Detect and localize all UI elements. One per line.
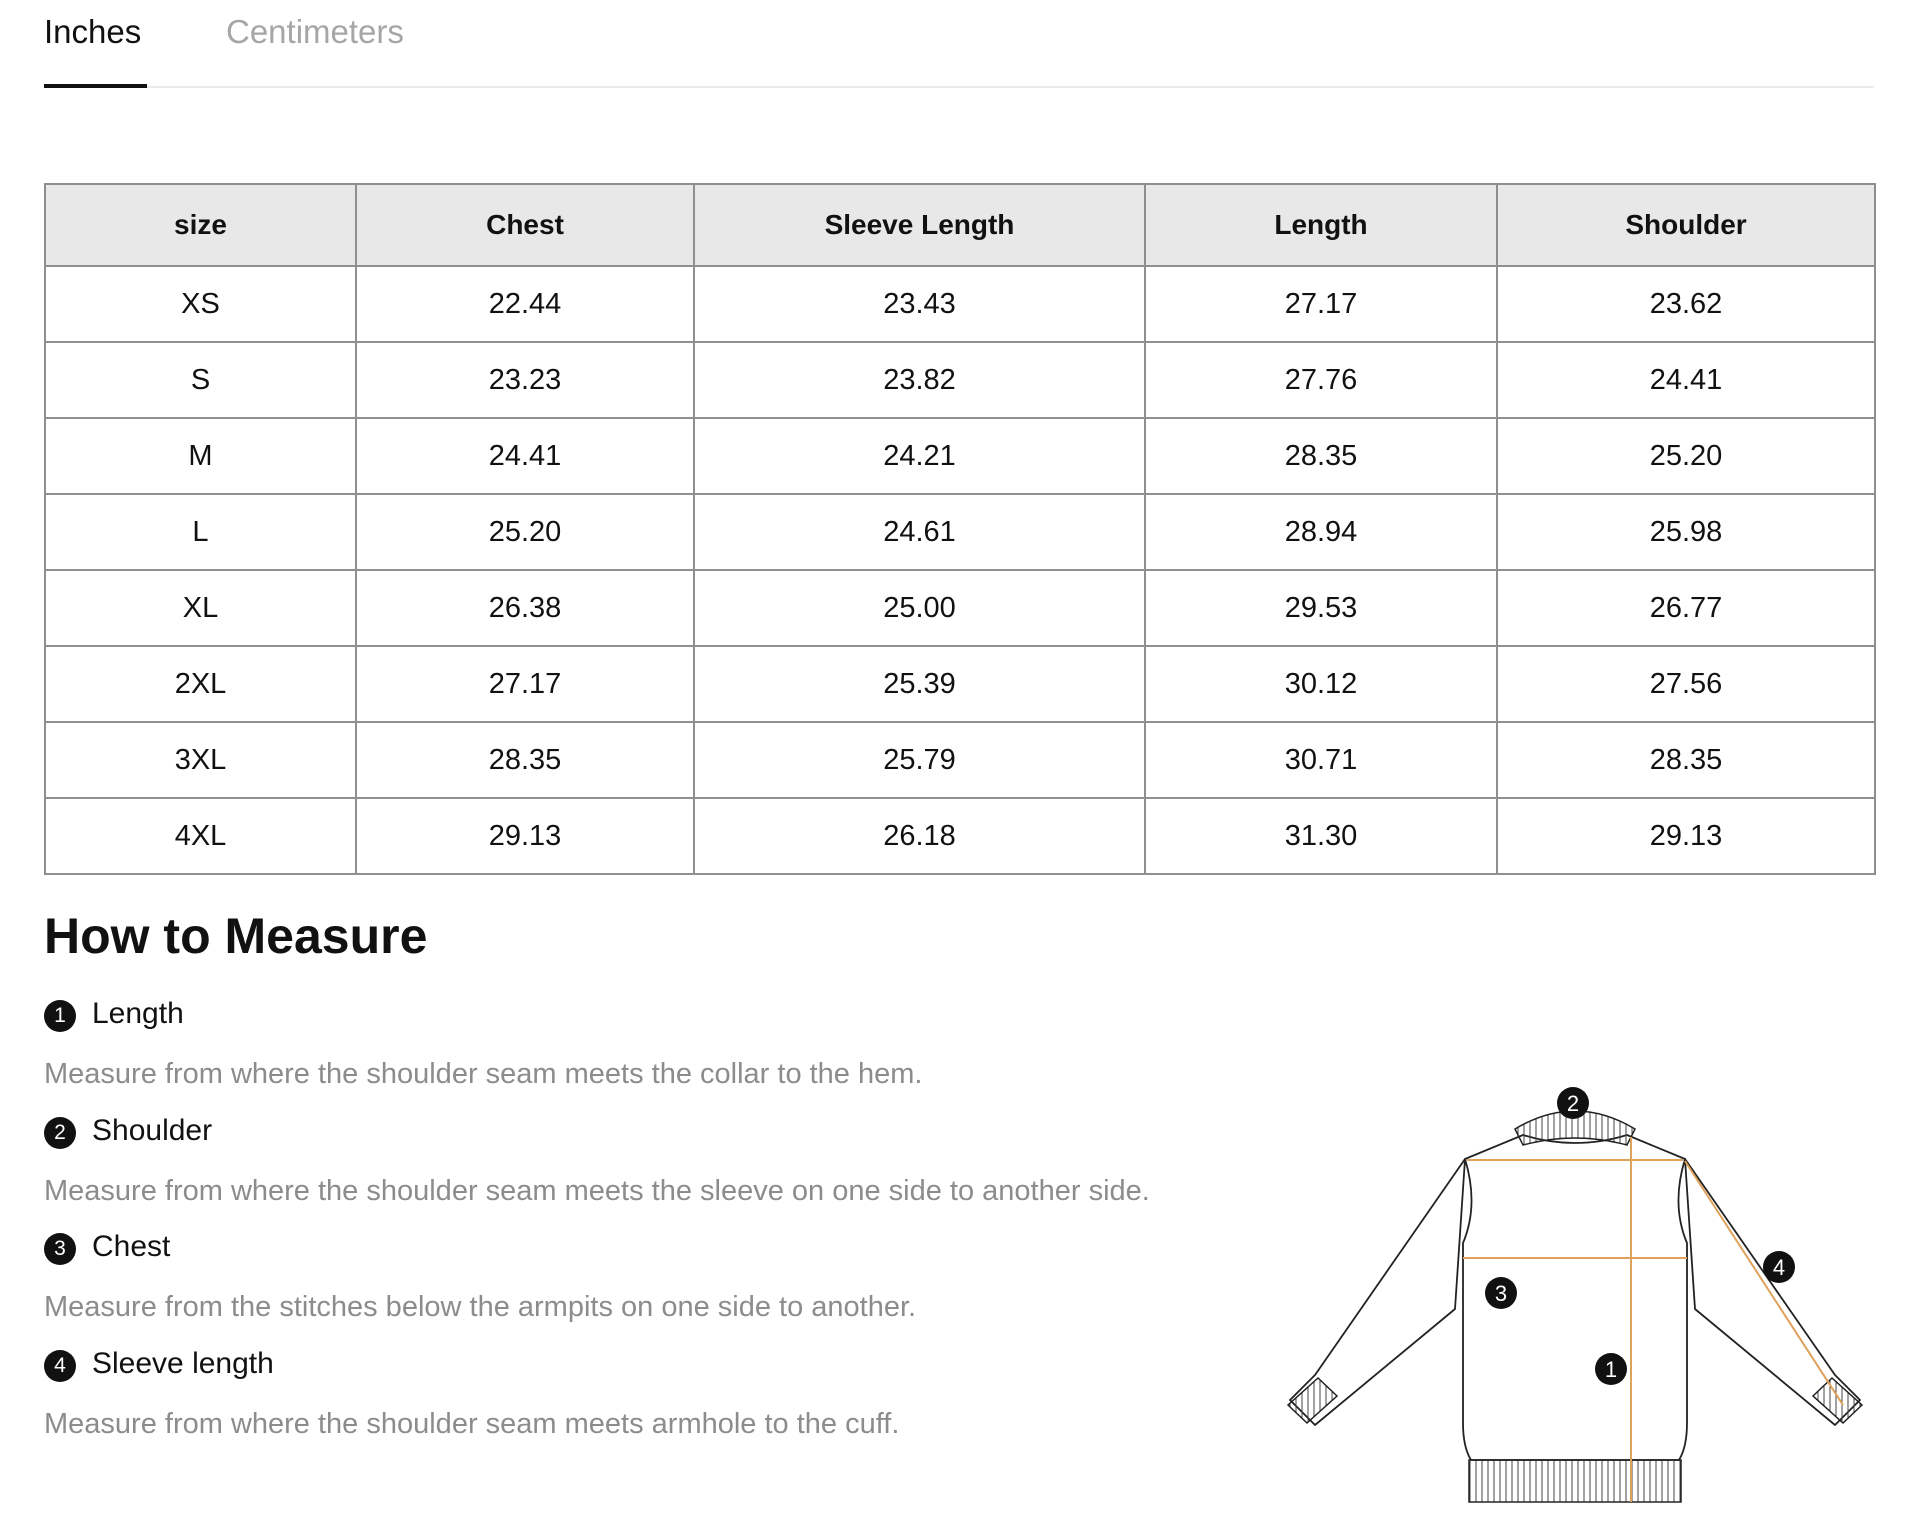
step-name: Shoulder — [92, 1114, 213, 1147]
cell-size: 4XL — [45, 798, 356, 874]
cell-chest: 22.44 — [356, 266, 694, 342]
cell-length: 30.12 — [1145, 646, 1497, 722]
cell-length: 31.30 — [1145, 798, 1497, 874]
step-name: Chest — [92, 1230, 171, 1263]
cell-sleeve-length: 23.82 — [694, 342, 1145, 418]
number-4-badge: 4 — [44, 1350, 76, 1382]
measure-step-sleeve-length — [44, 1346, 1224, 1440]
marker-3 — [1485, 1277, 1517, 1309]
cell-chest: 24.41 — [356, 418, 694, 494]
cell-size: XL — [45, 570, 356, 646]
cell-length: 30.71 — [1145, 722, 1497, 798]
cell-length: 29.53 — [1145, 570, 1497, 646]
cell-size: L — [45, 494, 356, 570]
cell-shoulder: 27.56 — [1497, 646, 1875, 722]
cell-length: 27.17 — [1145, 266, 1497, 342]
cell-chest: 28.35 — [356, 722, 694, 798]
step-description: Measure from where the shoulder seam meets the collar to the hem. — [44, 1058, 923, 1090]
step-name: Length — [92, 997, 184, 1030]
table-row — [45, 494, 1875, 570]
step-header — [44, 1346, 1224, 1382]
step-description: Measure from where the shoulder seam meets the sleeve on one side to another side. — [44, 1175, 1150, 1207]
step-description: Measure from the stitches below the armpits on one side to another. — [44, 1291, 917, 1323]
cell-length: 28.35 — [1145, 418, 1497, 494]
marker-1 — [1595, 1353, 1627, 1385]
cell-sleeve-length: 25.39 — [694, 646, 1145, 722]
measure-step-shoulder — [44, 1113, 1224, 1207]
cell-size: S — [45, 342, 356, 418]
cell-chest: 23.23 — [356, 342, 694, 418]
table-header-row — [45, 184, 1875, 266]
step-header — [44, 1113, 1224, 1149]
size-chart-table — [44, 183, 1876, 875]
cell-size: M — [45, 418, 356, 494]
svg-text:2: 2 — [1566, 1091, 1580, 1116]
cell-chest: 26.38 — [356, 570, 694, 646]
cell-sleeve-length: 25.00 — [694, 570, 1145, 646]
how-to-measure-title: How to Measure — [44, 908, 428, 964]
unit-tabs — [44, 0, 1874, 88]
cell-size: 2XL — [45, 646, 356, 722]
cell-sleeve-length: 25.79 — [694, 722, 1145, 798]
cell-shoulder: 23.62 — [1497, 266, 1875, 342]
number-2-badge: 2 — [44, 1117, 76, 1149]
cell-shoulder: 28.35 — [1497, 722, 1875, 798]
cell-sleeve-length: 26.18 — [694, 798, 1145, 874]
svg-text:1: 1 — [1604, 1357, 1618, 1382]
marker-4 — [1763, 1251, 1795, 1283]
cell-shoulder: 25.98 — [1497, 494, 1875, 570]
cell-size: 3XL — [45, 722, 356, 798]
cell-shoulder: 25.20 — [1497, 418, 1875, 494]
step-description: Measure from where the shoulder seam meets armhole to the cuff. — [44, 1408, 900, 1440]
tab-centimeters[interactable]: Centimeters — [226, 13, 404, 50]
table-row — [45, 798, 1875, 874]
number-3-badge: 3 — [44, 1233, 76, 1265]
step-header — [44, 996, 1224, 1032]
step-header — [44, 1229, 1224, 1265]
sweater-hem — [1469, 1460, 1681, 1502]
cell-sleeve-length: 24.21 — [694, 418, 1145, 494]
table-row — [45, 266, 1875, 342]
header-sleeve-length: Sleeve Length — [694, 184, 1145, 266]
header-chest: Chest — [356, 184, 694, 266]
cell-chest: 29.13 — [356, 798, 694, 874]
svg-text:3: 3 — [1494, 1281, 1508, 1306]
step-name: Sleeve length — [92, 1347, 274, 1380]
cell-length: 27.76 — [1145, 342, 1497, 418]
svg-text:4: 4 — [1772, 1255, 1786, 1280]
measure-step-length — [44, 996, 1224, 1090]
active-tab-indicator — [44, 84, 147, 88]
cell-size: XS — [45, 266, 356, 342]
header-size: size — [45, 184, 356, 266]
header-shoulder: Shoulder — [1497, 184, 1875, 266]
number-1-badge: 1 — [44, 1000, 76, 1032]
cell-sleeve-length: 24.61 — [694, 494, 1145, 570]
table-row — [45, 342, 1875, 418]
table-row — [45, 646, 1875, 722]
table-row — [45, 570, 1875, 646]
cell-chest: 25.20 — [356, 494, 694, 570]
marker-2 — [1557, 1087, 1589, 1119]
tab-inches[interactable]: Inches — [44, 13, 142, 50]
header-length: Length — [1145, 184, 1497, 266]
table-row — [45, 418, 1875, 494]
cell-shoulder: 29.13 — [1497, 798, 1875, 874]
table-row — [45, 722, 1875, 798]
cell-chest: 27.17 — [356, 646, 694, 722]
sweater-measurement-diagram — [1275, 1075, 1875, 1515]
cell-sleeve-length: 23.43 — [694, 266, 1145, 342]
cell-shoulder: 24.41 — [1497, 342, 1875, 418]
measure-step-chest — [44, 1229, 1224, 1323]
cell-shoulder: 26.77 — [1497, 570, 1875, 646]
cell-length: 28.94 — [1145, 494, 1497, 570]
